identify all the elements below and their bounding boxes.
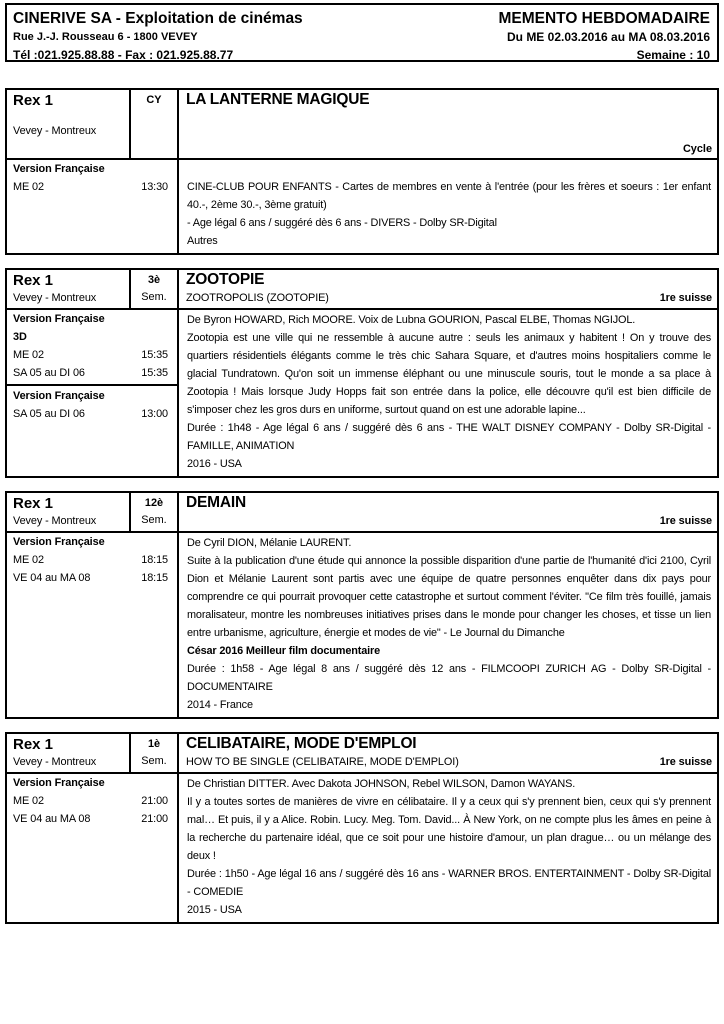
cinema-cell: [7, 493, 131, 531]
film-body-row: [7, 533, 717, 717]
schedule-column: [7, 160, 179, 253]
schedule-group: [7, 533, 177, 587]
film-title: LA LANTERNE MAGIQUE: [186, 91, 370, 108]
cinema-name: Rex 1: [13, 92, 54, 109]
film-block: [5, 491, 719, 719]
description-paragraph: Durée : 1h48 - Age légal 6 ans / suggéré dès 6 ans - THE WALT DISNEY COMPANY - Dolby SR-Digital - FAMILLE, ANIMATION: [187, 422, 711, 452]
week-cell: [131, 493, 179, 531]
description-paragraph: - Age légal 6 ans / suggéré dès 6 ans - DIVERS - Dolby SR-Digital: [187, 217, 497, 229]
title-cell: [179, 493, 717, 531]
description-paragraph: De Byron HOWARD, Rich MOORE. Voix de Lubna GOURION, Pascal ELBE, Thomas NGIJOL.: [187, 314, 636, 326]
description-paragraph: Suite à la publication d'une étude qui annonce la possible disparition d'une partie de l'humanité d'ici 2100, Cyril Dion et Mélanie Laurent sont partis avec une équipe de quatre personnes enquêter dans dix pays pour comprendre ce qui pourrait provoquer cette catastrophe et surtout comment l'éviter. "Ce film très fouillé, jamais moralisateur, montre les nombreuses initiatives prises dans le monde pour changer les choses, et tisse un lien entre urbanisme, agriculture, énergie et modes de vie" - Le Journal du Dimanche: [187, 555, 711, 639]
showtime-hour: 15:35: [141, 349, 168, 361]
description-paragraph: De Christian DITTER. Avec Dakota JOHNSON, Rebel WILSON, Damon WAYANS.: [187, 778, 576, 790]
film-header-row: [7, 90, 717, 160]
showtime-row: [13, 405, 168, 423]
week-sem-label: Sem.: [141, 514, 167, 526]
description-paragraph: 2015 - USA: [187, 904, 242, 916]
cinema-name: Rex 1: [13, 736, 54, 753]
description-paragraph: De Cyril DION, Mélanie LAURENT.: [187, 537, 352, 549]
showtime-days: SA 05 au DI 06: [13, 367, 85, 379]
description-paragraph: Zootopia est une ville qui ne ressemble à aucune autre : seuls les animaux y habitent ! On y trouve des quartiers résidentiels élégants comme le très chic Sahara Square, et d'autres moins hospitaliers comme le glacial Tundratown. Qu'on soit un immense éléphant ou une minuscule souris, tout le monde a sa place à Zootopia ! Mais lorsque Judy Hopps fait son entrée dans la police, elle découvre qu'il est bien difficile de s'imposer chez les gros durs en uniforme, surtout quand on est une adorable lapine...: [187, 332, 711, 416]
cinema-name: Rex 1: [13, 272, 54, 289]
schedule-column: [7, 774, 179, 922]
showtime-row: [13, 810, 168, 828]
version-label: Version Française: [13, 390, 105, 402]
week-number: 1è: [147, 738, 161, 750]
showtime-hour: 15:35: [141, 367, 168, 379]
film-title: ZOOTOPIE: [186, 271, 265, 288]
description-column: [179, 533, 717, 717]
showtime-days: VE 04 au MA 08: [13, 813, 91, 825]
showtime-hour: 21:00: [141, 813, 168, 825]
schedule-column: [7, 310, 179, 476]
original-title: ZOOTROPOLIS (ZOOTOPIE): [186, 292, 329, 304]
subtitle-row: [186, 754, 712, 770]
schedule-group: [7, 160, 177, 196]
description-paragraph: 2016 - USA: [187, 458, 242, 470]
company-name: CINERIVE SA - Exploitation de cinémas: [13, 10, 303, 27]
premiere-label: 1re suisse: [659, 756, 712, 768]
film-body-row: [7, 774, 717, 922]
document-title: MEMENTO HEBDOMADAIRE: [498, 10, 710, 27]
title-cell: [179, 734, 717, 772]
memento-info: [498, 9, 710, 62]
document-header: [5, 3, 719, 62]
title-cell: [179, 90, 717, 158]
schedule-column: [7, 533, 179, 717]
schedule-group: [7, 774, 177, 828]
schedule-group: [7, 310, 177, 382]
week-number: 3è: [147, 274, 161, 286]
week-cell: [131, 734, 179, 772]
week-cell: [131, 90, 179, 158]
week-number-label: Semaine : 10: [636, 48, 710, 62]
week-cell: [131, 270, 179, 308]
cinema-location: Vevey - Montreux: [13, 125, 97, 137]
week-number: 12è: [144, 497, 164, 509]
title-cell: [179, 270, 717, 308]
film-block: [5, 88, 719, 255]
cinema-location: Vevey - Montreux: [13, 756, 97, 768]
description-column: [179, 160, 717, 253]
week-number: CY: [146, 94, 162, 106]
version-label: Version Française: [13, 313, 105, 325]
premiere-label: 1re suisse: [659, 292, 712, 304]
version-label: Version Française: [13, 777, 105, 789]
cinema-location: Vevey - Montreux: [13, 515, 97, 527]
film-body-row: [7, 160, 717, 253]
cinema-name: Rex 1: [13, 495, 54, 512]
subtitle-row: [186, 513, 712, 529]
company-address: Rue J.-J. Rousseau 6 - 1800 VEVEY: [13, 31, 198, 43]
company-phone-fax: Tél :021.925.88.88 - Fax : 021.925.88.77: [13, 48, 234, 62]
description-column: [179, 310, 717, 476]
showtime-hour: 18:15: [141, 554, 168, 566]
cinema-location: Vevey - Montreux: [13, 292, 97, 304]
cinema-cell: [7, 270, 131, 308]
description-paragraph: CINE-CLUB POUR ENFANTS - Cartes de membres en vente à l'entrée (pour les frères et soeurs : 1er enfant 40.-, 2ème 30.-, 3ème gratuit): [187, 181, 711, 211]
showtime-row: [13, 364, 168, 382]
showtime-days: ME 02: [13, 181, 44, 193]
award-line: César 2016 Meilleur film documentaire: [187, 645, 380, 657]
cinema-cell: [7, 734, 131, 772]
cinema-cell: [7, 90, 131, 158]
showtime-row: [13, 551, 168, 569]
week-sem-label: Sem.: [141, 755, 167, 767]
showtime-row: [13, 178, 168, 196]
showtime-row: [13, 346, 168, 364]
showtime-row: [13, 792, 168, 810]
description-column: [179, 774, 717, 922]
description-paragraph: Autres: [187, 235, 218, 247]
film-block: [5, 268, 719, 478]
description-paragraph: Durée : 1h58 - Age légal 8 ans / suggéré dès 12 ans - FILMCOOPI ZURICH AG - Dolby SR-Digital - DOCUMENTAIRE: [187, 663, 711, 693]
showtime-days: ME 02: [13, 795, 44, 807]
showtime-days: VE 04 au MA 08: [13, 572, 91, 584]
original-title: HOW TO BE SINGLE (CELIBATAIRE, MODE D'EMPLOI): [186, 756, 459, 768]
showtime-hour: 13:00: [141, 408, 168, 420]
version-label: Version Française: [13, 536, 105, 548]
film-header-row: [7, 493, 717, 533]
film-body-row: [7, 310, 717, 476]
showtime-row: [13, 569, 168, 587]
showtime-days: SA 05 au DI 06: [13, 408, 85, 420]
schedule-group: [7, 384, 177, 423]
film-header-row: [7, 734, 717, 774]
date-range: Du ME 02.03.2016 au MA 08.03.2016: [506, 30, 710, 44]
film-title: CELIBATAIRE, MODE D'EMPLOI: [186, 735, 417, 752]
film-listings: [5, 88, 719, 924]
premiere-label: 1re suisse: [659, 515, 712, 527]
showtime-days: ME 02: [13, 554, 44, 566]
format-label: 3D: [13, 331, 27, 343]
description-paragraph: Il y a toutes sortes de manières de vivre en célibataire. Il y a ceux qui s'y prennent bien, ceux qui s'y prennent mal… Et puis, il y a Alice. Robin. Lucy. Meg. Tom. David... À New York, on ne compte plus les âmes en peine à la recherche du partenaire idéal, que ce soit pour une histoire d'amour, un plan drague… ou un mélange des deux !: [187, 796, 711, 862]
film-header-row: [7, 270, 717, 310]
showtime-days: ME 02: [13, 349, 44, 361]
description-paragraph: 2014 - France: [187, 699, 253, 711]
version-label: Version Française: [13, 163, 105, 175]
showtime-hour: 18:15: [141, 572, 168, 584]
film-title: DEMAIN: [186, 494, 246, 511]
subtitle-row: [186, 290, 712, 306]
showtime-hour: 21:00: [141, 795, 168, 807]
cycle-label: Cycle: [682, 143, 712, 155]
company-info: [13, 9, 303, 62]
description-paragraph: Durée : 1h50 - Age légal 16 ans / suggéré dès 16 ans - WARNER BROS. ENTERTAINMENT - Dolby SR-Digital - COMEDIE: [187, 868, 711, 898]
film-block: [5, 732, 719, 924]
week-sem-label: Sem.: [141, 291, 167, 303]
showtime-hour: 13:30: [141, 181, 168, 193]
